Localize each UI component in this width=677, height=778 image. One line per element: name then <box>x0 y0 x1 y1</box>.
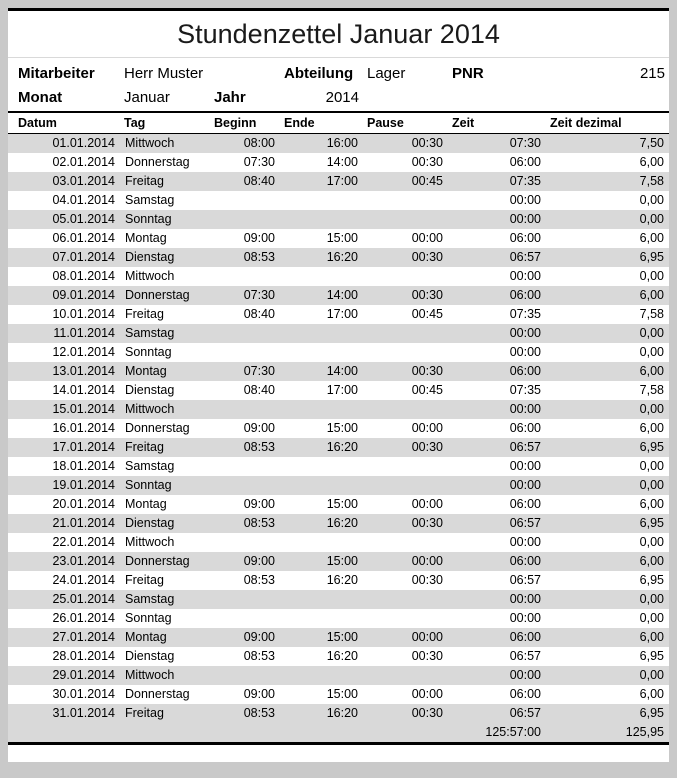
pnr-label: PNR <box>452 64 484 82</box>
beginn-cell: 07:30 <box>243 155 275 169</box>
table-row <box>8 476 669 495</box>
pause-cell <box>363 609 448 628</box>
zeit-dezimal-cell: 7,50 <box>639 136 664 150</box>
beginn-cell: 07:30 <box>243 364 275 378</box>
pause-cell <box>363 457 448 476</box>
table-row <box>8 704 669 723</box>
datum-cell: 28.01.2014 <box>52 649 115 663</box>
beginn-cell <box>210 191 280 210</box>
column-header-zeit: Zeit <box>452 116 475 130</box>
beginn-cell: 08:00 <box>243 136 275 150</box>
table-row <box>8 343 669 362</box>
zeit-cell: 06:00 <box>509 155 541 169</box>
zeit-cell: 06:57 <box>509 649 541 663</box>
beginn-cell <box>210 267 280 286</box>
beginn-cell: 08:53 <box>243 649 275 663</box>
beginn-cell <box>210 457 280 476</box>
zeit-dezimal-cell: 6,00 <box>639 364 664 378</box>
zeit-cell: 06:57 <box>509 516 541 530</box>
column-header-pause: Pause <box>367 116 404 130</box>
zeit-dezimal-cell: 7,58 <box>639 383 664 397</box>
table-row <box>8 134 669 154</box>
tag-cell: Dienstag <box>125 649 175 663</box>
beginn-cell: 08:53 <box>243 440 275 454</box>
zeit-cell: 06:00 <box>509 630 541 644</box>
table-row <box>8 267 669 286</box>
zeit-dezimal-cell: 0,00 <box>639 668 664 682</box>
zeit-dezimal-cell: 7,58 <box>639 307 664 321</box>
datum-cell: 02.01.2014 <box>52 155 115 169</box>
table-row <box>8 286 669 305</box>
zeit-cell: 06:57 <box>509 250 541 264</box>
jahr-value: 2014 <box>325 88 359 106</box>
zeit-cell: 00:00 <box>509 668 541 682</box>
tag-cell: Sonntag <box>125 611 172 625</box>
table-row <box>8 590 669 609</box>
table-row <box>8 685 669 704</box>
datum-cell: 29.01.2014 <box>52 668 115 682</box>
table-row <box>8 628 669 647</box>
zeit-cell: 06:00 <box>509 497 541 511</box>
beginn-cell: 08:40 <box>243 383 275 397</box>
zeit-cell: 00:00 <box>509 592 541 606</box>
zeit-cell: 00:00 <box>509 212 541 226</box>
zeit-cell: 07:30 <box>509 136 541 150</box>
table-row <box>8 666 669 685</box>
pause-cell: 00:30 <box>411 250 443 264</box>
ende-cell: 16:20 <box>326 706 358 720</box>
table-row <box>8 514 669 533</box>
tag-cell: Samstag <box>125 592 175 606</box>
beginn-cell: 07:30 <box>243 288 275 302</box>
zeit-dezimal-cell: 6,00 <box>639 231 664 245</box>
zeit-dezimal-cell: 7,58 <box>639 174 664 188</box>
beginn-cell <box>210 533 280 552</box>
pause-cell <box>363 343 448 362</box>
datum-cell: 18.01.2014 <box>52 459 115 473</box>
tag-cell: Freitag <box>125 573 164 587</box>
ende-cell <box>280 210 363 229</box>
ende-cell: 17:00 <box>326 174 358 188</box>
table-row <box>8 362 669 381</box>
table-row <box>8 400 669 419</box>
zeit-dezimal-cell: 0,00 <box>639 326 664 340</box>
zeit-dezimal-cell: 6,00 <box>639 687 664 701</box>
timesheet-page <box>8 8 669 762</box>
zeit-cell: 06:00 <box>509 231 541 245</box>
beginn-cell: 09:00 <box>243 554 275 568</box>
ende-cell <box>280 400 363 419</box>
ende-cell: 16:20 <box>326 250 358 264</box>
zeit-cell: 06:00 <box>509 288 541 302</box>
datum-cell: 07.01.2014 <box>52 250 115 264</box>
datum-cell: 01.01.2014 <box>52 136 115 150</box>
beginn-cell: 09:00 <box>243 231 275 245</box>
ende-cell: 15:00 <box>326 687 358 701</box>
zeit-dezimal-cell: 0,00 <box>639 478 664 492</box>
ende-cell: 15:00 <box>326 630 358 644</box>
table-row <box>8 533 669 552</box>
column-header-tag: Tag <box>124 116 146 130</box>
beginn-cell: 08:40 <box>243 174 275 188</box>
tag-cell: Montag <box>125 630 167 644</box>
tag-cell: Mittwoch <box>125 269 175 283</box>
pause-cell: 00:00 <box>411 687 443 701</box>
ende-cell: 15:00 <box>326 554 358 568</box>
tag-cell: Freitag <box>125 307 164 321</box>
tag-cell: Mittwoch <box>125 535 175 549</box>
ende-cell: 16:20 <box>326 440 358 454</box>
ende-cell: 14:00 <box>326 288 358 302</box>
zeit-cell: 06:57 <box>509 706 541 720</box>
datum-cell: 14.01.2014 <box>52 383 115 397</box>
tag-cell: Samstag <box>125 326 175 340</box>
ende-cell: 15:00 <box>326 497 358 511</box>
tag-cell: Dienstag <box>125 250 175 264</box>
beginn-cell: 08:53 <box>243 250 275 264</box>
ende-cell: 17:00 <box>326 307 358 321</box>
zeit-cell: 07:35 <box>509 383 541 397</box>
pause-cell <box>363 533 448 552</box>
table-row <box>8 552 669 571</box>
zeit-cell: 00:00 <box>509 402 541 416</box>
zeit-cell: 06:00 <box>509 554 541 568</box>
table-row <box>8 495 669 514</box>
table-row <box>8 571 669 590</box>
ende-cell: 14:00 <box>326 364 358 378</box>
datum-cell: 27.01.2014 <box>52 630 115 644</box>
zeit-dezimal-cell: 6,95 <box>639 649 664 663</box>
monat-value: Januar <box>124 88 170 106</box>
ende-cell <box>280 666 363 685</box>
info-row-2 <box>8 85 669 109</box>
mitarbeiter-label: Mitarbeiter <box>18 64 95 82</box>
zeit-dezimal-cell: 0,00 <box>639 459 664 473</box>
table-row <box>8 609 669 628</box>
ende-cell <box>280 609 363 628</box>
table-row <box>8 248 669 267</box>
tag-cell: Freitag <box>125 440 164 454</box>
datum-cell: 11.01.2014 <box>53 326 115 340</box>
zeit-dezimal-cell: 0,00 <box>639 592 664 606</box>
ende-cell <box>280 457 363 476</box>
zeit-cell: 00:00 <box>509 535 541 549</box>
table-row <box>8 381 669 400</box>
table-row <box>8 172 669 191</box>
beginn-cell <box>210 609 280 628</box>
pause-cell: 00:45 <box>411 307 443 321</box>
ende-cell <box>280 590 363 609</box>
datum-cell: 20.01.2014 <box>52 497 115 511</box>
datum-cell: 21.01.2014 <box>52 516 115 530</box>
totals-spacer <box>8 723 448 744</box>
abteilung-value: Lager <box>367 64 406 82</box>
zeit-dezimal-cell: 6,95 <box>639 573 664 587</box>
datum-cell: 13.01.2014 <box>52 364 115 378</box>
tag-cell: Donnerstag <box>125 687 190 701</box>
total-zeit: 125:57:00 <box>485 725 541 739</box>
zeit-dezimal-cell: 0,00 <box>639 535 664 549</box>
zeit-cell: 00:00 <box>509 611 541 625</box>
mitarbeiter-value: Herr Muster <box>124 64 204 82</box>
zeit-cell: 00:00 <box>509 269 541 283</box>
pause-cell: 00:30 <box>411 516 443 530</box>
tag-cell: Sonntag <box>125 212 172 226</box>
ende-cell: 17:00 <box>326 383 358 397</box>
pause-cell <box>363 210 448 229</box>
zeit-dezimal-cell: 0,00 <box>639 212 664 226</box>
table-row <box>8 191 669 210</box>
page-title: Stundenzettel Januar 2014 <box>8 11 669 58</box>
datum-cell: 03.01.2014 <box>52 174 115 188</box>
info-row-1 <box>8 61 669 85</box>
pause-cell: 00:30 <box>411 364 443 378</box>
tag-cell: Donnerstag <box>125 155 190 169</box>
datum-cell: 17.01.2014 <box>52 440 115 454</box>
tag-cell: Dienstag <box>125 383 175 397</box>
pause-cell <box>363 666 448 685</box>
zeit-cell: 06:00 <box>509 364 541 378</box>
tag-cell: Freitag <box>125 706 164 720</box>
table-row <box>8 305 669 324</box>
zeit-dezimal-cell: 6,95 <box>639 440 664 454</box>
pause-cell: 00:45 <box>411 174 443 188</box>
datum-cell: 23.01.2014 <box>52 554 115 568</box>
tag-cell: Sonntag <box>125 478 172 492</box>
zeit-cell: 06:00 <box>509 687 541 701</box>
zeit-dezimal-cell: 6,95 <box>639 706 664 720</box>
zeit-dezimal-cell: 6,00 <box>639 155 664 169</box>
tag-cell: Montag <box>125 231 167 245</box>
ende-cell: 16:20 <box>326 573 358 587</box>
datum-cell: 30.01.2014 <box>52 687 115 701</box>
timesheet-body <box>8 134 669 724</box>
abteilung-label: Abteilung <box>284 64 354 82</box>
pause-cell <box>363 476 448 495</box>
datum-cell: 04.01.2014 <box>52 193 115 207</box>
pause-cell <box>363 400 448 419</box>
pause-cell <box>363 267 448 286</box>
datum-cell: 19.01.2014 <box>52 478 115 492</box>
datum-cell: 16.01.2014 <box>52 421 115 435</box>
table-row <box>8 457 669 476</box>
tag-cell: Mittwoch <box>125 668 175 682</box>
zeit-dezimal-cell: 0,00 <box>639 269 664 283</box>
tag-cell: Montag <box>125 364 167 378</box>
zeit-cell: 06:57 <box>509 440 541 454</box>
table-row <box>8 229 669 248</box>
zeit-dezimal-cell: 6,95 <box>639 250 664 264</box>
zeit-cell: 00:00 <box>509 478 541 492</box>
beginn-cell: 09:00 <box>243 687 275 701</box>
column-header-ende: Ende <box>284 116 315 130</box>
pause-cell: 00:30 <box>411 155 443 169</box>
ende-cell <box>280 324 363 343</box>
tag-cell: Samstag <box>125 459 175 473</box>
tag-cell: Montag <box>125 497 167 511</box>
zeit-cell: 06:57 <box>509 573 541 587</box>
beginn-cell <box>210 400 280 419</box>
jahr-label: Jahr <box>214 88 246 106</box>
datum-cell: 12.01.2014 <box>52 345 115 359</box>
table-row <box>8 210 669 229</box>
datum-cell: 25.01.2014 <box>52 592 115 606</box>
tag-cell: Mittwoch <box>125 136 175 150</box>
pause-cell: 00:00 <box>411 554 443 568</box>
zeit-cell: 07:35 <box>509 307 541 321</box>
pause-cell <box>363 590 448 609</box>
ende-cell: 16:20 <box>326 649 358 663</box>
pause-cell <box>363 191 448 210</box>
tag-cell: Samstag <box>125 193 175 207</box>
tag-cell: Dienstag <box>125 516 175 530</box>
pause-cell: 00:00 <box>411 497 443 511</box>
ende-cell <box>280 476 363 495</box>
beginn-cell <box>210 590 280 609</box>
table-row <box>8 324 669 343</box>
zeit-dezimal-cell: 6,00 <box>639 497 664 511</box>
beginn-cell <box>210 476 280 495</box>
pause-cell: 00:00 <box>411 421 443 435</box>
tag-cell: Sonntag <box>125 345 172 359</box>
zeit-cell: 00:00 <box>509 326 541 340</box>
zeit-dezimal-cell: 6,95 <box>639 516 664 530</box>
zeit-dezimal-cell: 0,00 <box>639 402 664 416</box>
zeit-dezimal-cell: 6,00 <box>639 630 664 644</box>
beginn-cell <box>210 324 280 343</box>
ende-cell <box>280 533 363 552</box>
zeit-dezimal-cell: 6,00 <box>639 554 664 568</box>
column-header-beginn: Beginn <box>214 116 257 130</box>
beginn-cell: 09:00 <box>243 421 275 435</box>
ende-cell <box>280 191 363 210</box>
total-zeit-dezimal: 125,95 <box>625 725 664 739</box>
zeit-dezimal-cell: 0,00 <box>639 193 664 207</box>
monat-label: Monat <box>18 88 63 106</box>
pause-cell: 00:00 <box>411 231 443 245</box>
beginn-cell <box>210 210 280 229</box>
tag-cell: Mittwoch <box>125 402 175 416</box>
datum-cell: 10.01.2014 <box>52 307 115 321</box>
column-header-zeit-dezimal: Zeit dezimal <box>550 116 622 130</box>
pause-cell: 00:30 <box>411 440 443 454</box>
zeit-cell: 07:35 <box>509 174 541 188</box>
timesheet-header-row <box>8 112 669 134</box>
tag-cell: Donnerstag <box>125 554 190 568</box>
column-header-datum: Datum <box>18 116 57 130</box>
table-row <box>8 438 669 457</box>
ende-cell: 15:00 <box>326 421 358 435</box>
datum-cell: 22.01.2014 <box>52 535 115 549</box>
datum-cell: 26.01.2014 <box>52 611 115 625</box>
beginn-cell: 08:53 <box>243 516 275 530</box>
beginn-cell: 08:53 <box>243 573 275 587</box>
totals-row <box>8 723 669 744</box>
datum-cell: 09.01.2014 <box>52 288 115 302</box>
datum-cell: 31.01.2014 <box>52 706 115 720</box>
beginn-cell: 08:53 <box>243 706 275 720</box>
beginn-cell: 09:00 <box>243 497 275 511</box>
ende-cell: 16:20 <box>326 516 358 530</box>
zeit-dezimal-cell: 0,00 <box>639 345 664 359</box>
table-row <box>8 153 669 172</box>
datum-cell: 15.01.2014 <box>52 402 115 416</box>
datum-cell: 08.01.2014 <box>52 269 115 283</box>
tag-cell: Donnerstag <box>125 421 190 435</box>
ende-cell: 14:00 <box>326 155 358 169</box>
ende-cell: 15:00 <box>326 231 358 245</box>
table-row <box>8 647 669 666</box>
pause-cell: 00:30 <box>411 573 443 587</box>
pause-cell <box>363 324 448 343</box>
zeit-dezimal-cell: 6,00 <box>639 288 664 302</box>
pnr-value: 215 <box>639 64 665 82</box>
tag-cell: Freitag <box>125 174 164 188</box>
beginn-cell <box>210 666 280 685</box>
datum-cell: 24.01.2014 <box>52 573 115 587</box>
pause-cell: 00:30 <box>411 649 443 663</box>
beginn-cell: 09:00 <box>243 630 275 644</box>
zeit-cell: 06:00 <box>509 421 541 435</box>
datum-cell: 05.01.2014 <box>52 212 115 226</box>
ende-cell: 16:00 <box>326 136 358 150</box>
pause-cell: 00:30 <box>411 706 443 720</box>
beginn-cell: 08:40 <box>243 307 275 321</box>
zeit-cell: 00:00 <box>509 345 541 359</box>
info-section <box>8 61 669 109</box>
zeit-cell: 00:00 <box>509 193 541 207</box>
zeit-dezimal-cell: 0,00 <box>639 611 664 625</box>
pause-cell: 00:45 <box>411 383 443 397</box>
table-row <box>8 419 669 438</box>
pause-cell: 00:00 <box>411 630 443 644</box>
ende-cell <box>280 267 363 286</box>
info-spacer <box>363 85 669 109</box>
pause-cell: 00:30 <box>411 136 443 150</box>
timesheet-table <box>8 111 669 745</box>
datum-cell: 06.01.2014 <box>52 231 115 245</box>
tag-cell: Donnerstag <box>125 288 190 302</box>
ende-cell <box>280 343 363 362</box>
zeit-dezimal-cell: 6,00 <box>639 421 664 435</box>
zeit-cell: 00:00 <box>509 459 541 473</box>
beginn-cell <box>210 343 280 362</box>
pause-cell: 00:30 <box>411 288 443 302</box>
